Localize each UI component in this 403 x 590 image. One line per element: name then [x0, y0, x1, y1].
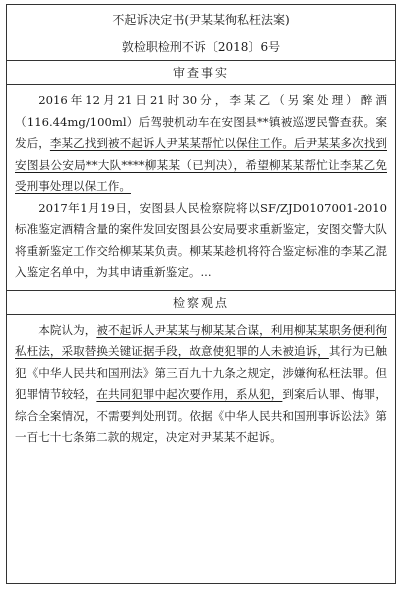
opinion-text-a: 本院认为， — [38, 322, 97, 337]
facts-heading: 审查事实 — [7, 61, 395, 85]
opinion-underlined-2: 在共同犯罪中起次要作用，系从犯， — [96, 387, 283, 401]
opinion-paragraph — [15, 320, 387, 449]
document-title: 不起诉决定书(尹某某徇私枉法案) — [112, 13, 290, 27]
facts-section — [7, 85, 395, 291]
facts-text-1: 2016年12月21日21时30分，李某乙（另案处理）醉酒（116.44mg/100ml）后驾驶机动车在安图县**镇被巡逻民警查获。案发后， — [15, 93, 387, 150]
opinion-heading: 检察观点 — [7, 291, 395, 315]
document-number: 敦检职检刑不诉〔2018〕6号 — [121, 40, 281, 54]
facts-paragraph-1 — [15, 90, 387, 198]
opinion-section — [7, 315, 395, 455]
opinion-underlined-1: 被不起诉人尹某某与柳某某合谋，利用柳某某职务便利徇私枉法，采取替换关键证据手段，故意使犯罪的人未被追诉， — [15, 322, 387, 358]
decision-document — [6, 4, 396, 584]
opinion-text-b: 其行为已触犯《中华人民共和国刑法》第三百九十九条之规定，涉嫌徇私枉法罪。但犯罪情节较轻， — [15, 344, 387, 401]
title-section — [7, 5, 395, 61]
opinion-text-c: 到案后认罪、悔罪，综合全案情况，不需要判处刑罚。依据《中华人民共和国刑事诉讼法》第一百七十七条第二款的规定，决定对尹某某不起诉。 — [15, 387, 387, 444]
facts-paragraph-2: 2017年1月19日，安图县人民检察院将以SF/ZJD0107001-2010标准鉴定酒精含量的案件发回安图县公安局要求重新鉴定，安图交警大队将重新鉴定工作交给柳某某负责。柳某某趁机将符合鉴定标准的李某乙混入鉴定名单中，为其申请重新鉴定。... — [15, 200, 387, 279]
facts-underlined-text: 李某乙找到被不起诉人尹某某帮忙以保住工作。后尹某某多次找到安图县公安局**大队****柳某某（已判决），希望柳某某帮忙让李某乙免受刑事处理以保工作。 — [15, 136, 387, 193]
